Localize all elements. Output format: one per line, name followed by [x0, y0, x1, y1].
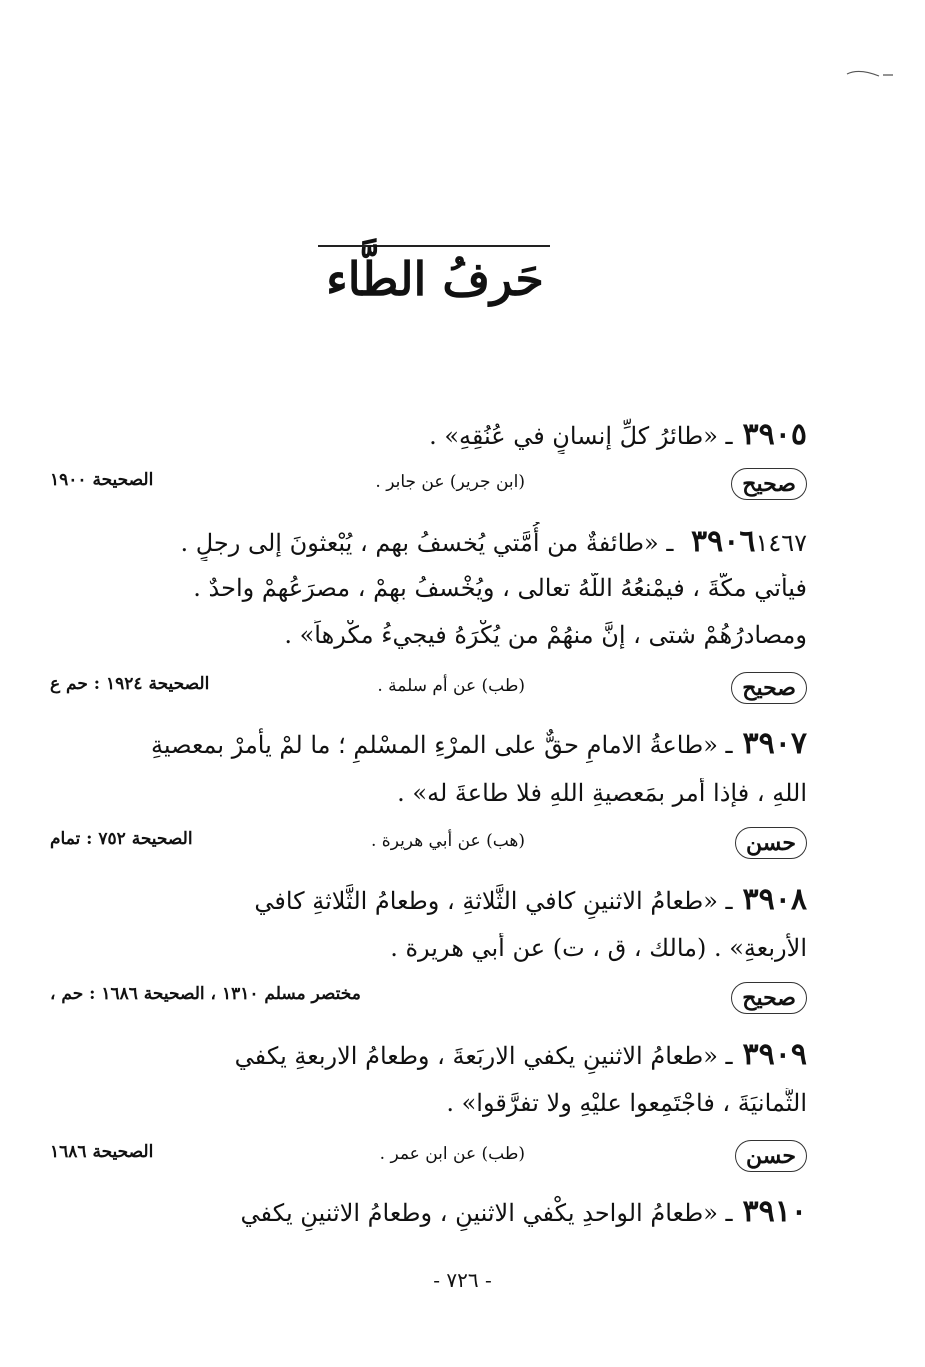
hadith-number: ٣٩٠٩ — [742, 1037, 807, 1072]
hadith-text: ـ «طعامُ الواحدِ يكْفي الاثنينِ ، وطعامُ الاثنينِ يكفي — [240, 1199, 733, 1227]
hadith-line: فيأتي مكّةَ ، فيمْنعُهُ اللّهُ تعالى ، ويُخْسفُ بهِمْ ، مصرَعُهمْ واحدٌ . — [193, 574, 807, 602]
reference-text: الصحيحة ١٦٨٦ — [50, 1142, 154, 1162]
hadith-line — [151, 724, 807, 763]
grade-badge: صحيح — [731, 468, 807, 500]
hadith-text: ـ «طعامُ الاثنينِ يكفي الاربَعةَ ، وطعامُ الاربعةِ يكفي — [234, 1042, 733, 1070]
hadith-line: اللهِ ، فإذا أمر بمَعصيةِ اللهِ فلا طاعةَ له» . — [397, 779, 807, 807]
reference-row — [50, 1140, 807, 1174]
reference-row — [50, 982, 807, 1016]
hadith-line — [241, 1192, 807, 1231]
hadith-line — [235, 1035, 807, 1074]
source-text: (طب) عن ابن عمر . — [379, 1144, 525, 1164]
grade-badge: صحيح — [731, 672, 807, 704]
hadith-text: ١٤٦٧ ـ «طائفةٌ من أُمَّتي يُخسفُ بهم ، يُبْعثونَ إلى رجلٍ . — [180, 529, 807, 557]
reference-text: الصحيحة ١٩٢٤ : حم ع — [50, 674, 210, 694]
page-number: - ٧٢٦ - — [433, 1268, 492, 1292]
hadith-line — [254, 880, 807, 919]
title-rule — [318, 245, 550, 247]
source-text: (ابن جرير) عن جابر . — [375, 472, 525, 492]
reference-row — [50, 827, 807, 861]
source-text: (طب) عن أم سلمة . — [377, 676, 525, 696]
reference-text: الصحيحة ١٩٠٠ — [50, 470, 154, 490]
hadith-line: الثَّمانيَةَ ، فاجْتَمِعوا عليْهِ ولا تفرَّقوا» . — [446, 1089, 807, 1117]
hadith-number: ٣٩٠٥ — [742, 417, 807, 452]
hadith-text: ـ «طاعةُ الامامِ حقٌّ على المرْءِ المسْلمِ ؛ ما لمْ يأمرْ بمعصيةِ — [151, 731, 733, 759]
grade-badge: حسن — [735, 827, 807, 859]
hadith-number: ٣٩١٠ — [742, 1194, 807, 1229]
hadith-text: ـ «طائرُ كلِّ إنسانٍ في عُنُقِهِ» . — [429, 422, 733, 450]
grade-badge: صحيح — [731, 982, 807, 1014]
hadith-line — [180, 522, 807, 561]
hadith-number: ٣٩٠٧ — [742, 726, 807, 761]
hadith-line: ومصادرُهُمْ شتى ، إنَّ منهُمْ من يُكْرَهُ فيجيءُ مكْرهاً» . — [284, 621, 807, 649]
hadith-line — [429, 415, 807, 454]
section-title: حَرفُ الطَّاء — [326, 252, 544, 306]
source-text: (هب) عن أبي هريرة . — [370, 831, 525, 851]
grade-badge: حسن — [735, 1140, 807, 1172]
corner-mark — [845, 64, 895, 80]
hadith-text: ـ «طعامُ الاثنينِ كافي الثَّلاثةِ ، وطعامُ الثَّلاثةِ كافي — [254, 887, 733, 915]
reference-text: مختصر مسلم ١٣١٠ ، الصحيحة ١٦٨٦ : حم ، — [50, 984, 361, 1004]
hadith-number: ٣٩٠٨ — [742, 882, 807, 917]
hadith-line: الأربعةِ» . (مالك ، ق ، ت) عن أبي هريرة . — [390, 934, 807, 962]
reference-row — [50, 468, 807, 502]
reference-text: الصحيحة ٧٥٢ : تمام — [50, 829, 193, 849]
hadith-number: ٣٩٠٦ — [690, 524, 756, 559]
reference-row — [50, 672, 807, 706]
